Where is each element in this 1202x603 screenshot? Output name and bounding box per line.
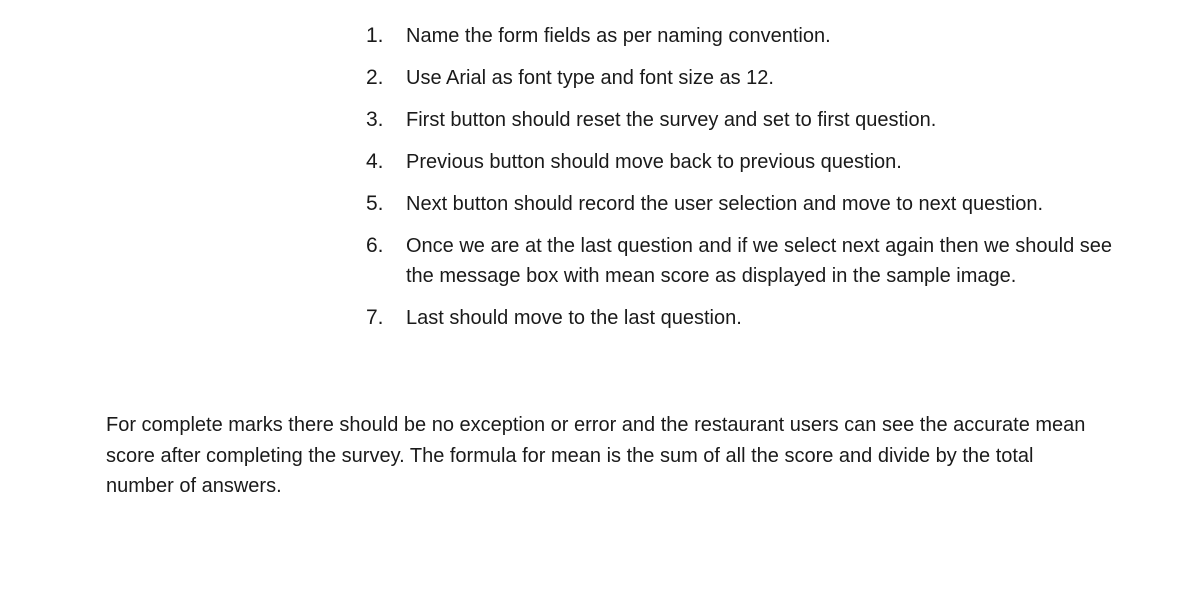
list-item-text: Name the form fields as per naming convention. — [406, 25, 831, 47]
marking-note-paragraph: For complete marks there should be no exception or error and the restaurant users can see the accurate mean score after completing the survey. The formula for mean is the sum of all the score and divide by the total number of answers. — [106, 414, 1086, 497]
list-item-text: First button should reset the survey and set to first question. — [406, 109, 937, 131]
list-item-number: 1. — [366, 24, 384, 47]
list-item-text: Next button should record the user selection and move to next question. — [406, 193, 1044, 215]
list-item — [366, 21, 1126, 51]
list-item — [366, 303, 1126, 333]
list-item-number: 5. — [366, 192, 384, 215]
list-item — [366, 189, 1126, 219]
list-item-number: 6. — [366, 234, 384, 257]
list-item — [366, 63, 1126, 93]
list-item — [366, 147, 1126, 177]
list-item — [366, 231, 1126, 291]
list-item-text: Once we are at the last question and if we select next again then we should see the message box with mean score as displayed in the sample image. — [406, 235, 1112, 287]
list-item-number: 4. — [366, 150, 384, 173]
list-item-number: 3. — [366, 108, 384, 131]
list-item — [366, 105, 1126, 135]
requirements-list — [366, 21, 1126, 345]
list-item-number: 7. — [366, 306, 384, 329]
list-item-number: 2. — [366, 66, 384, 89]
list-item-text: Use Arial as font type and font size as 12. — [406, 67, 774, 89]
list-item-text: Previous button should move back to previous question. — [406, 151, 902, 173]
list-item-text: Last should move to the last question. — [406, 307, 742, 329]
